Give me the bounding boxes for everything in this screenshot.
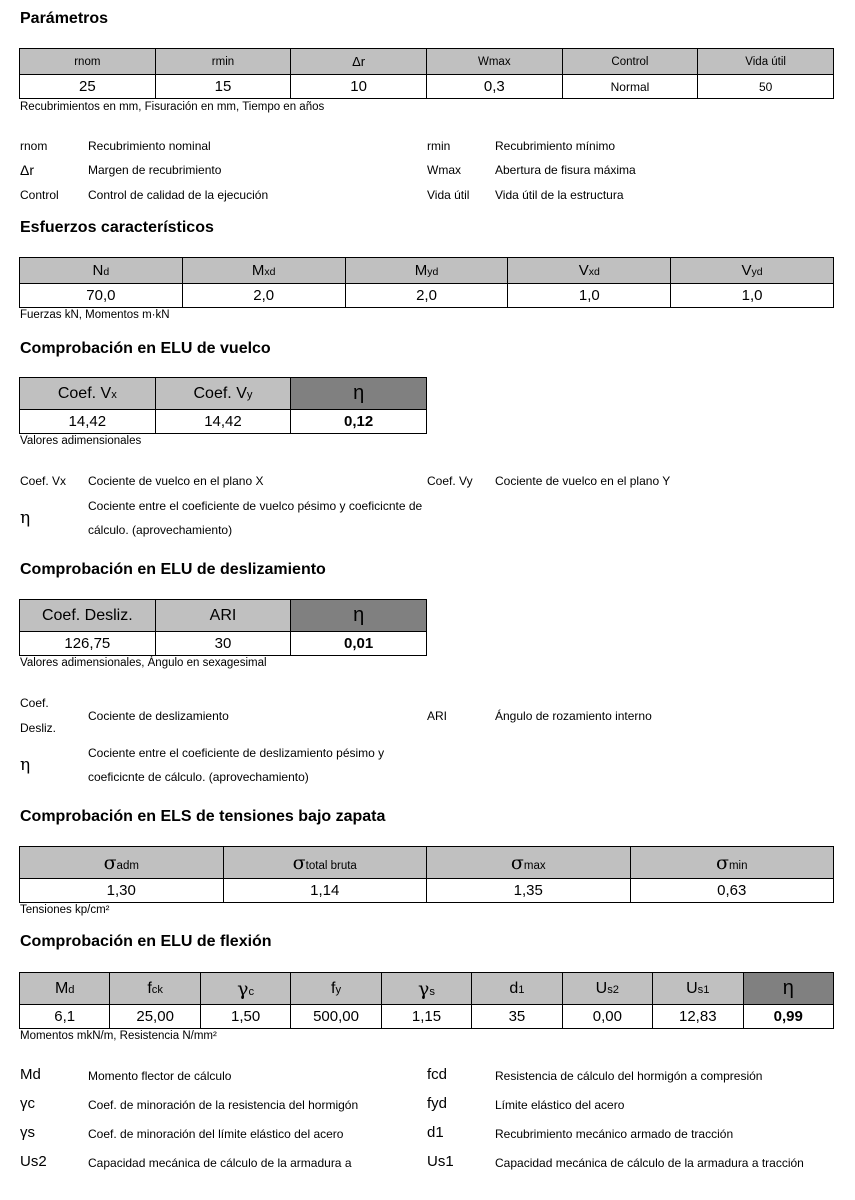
header-cell: fy <box>291 973 381 1005</box>
value-cell: 15 <box>155 75 291 99</box>
flexion-table <box>19 972 834 1029</box>
tensiones-table <box>19 846 834 903</box>
value-cell: 1,15 <box>381 1005 471 1029</box>
legend-key: Control <box>20 188 59 202</box>
parametros-table <box>19 48 834 99</box>
legend-key: fyd <box>427 1095 448 1112</box>
value-cell: 1,50 <box>200 1005 290 1029</box>
value-cell: 30 <box>155 632 291 656</box>
legend-key: Us1 <box>427 1153 454 1170</box>
units-note: Valores adimensionales <box>20 435 142 447</box>
legend-key: Md <box>20 1066 41 1083</box>
eta-value-cell: 0,99 <box>743 1005 834 1029</box>
value-cell: 2,0 <box>182 284 345 308</box>
value-cell: 6,1 <box>20 1005 110 1029</box>
value-cell: 1,35 <box>427 879 631 903</box>
legend-key: rnom <box>20 139 48 153</box>
value-cell: 12,83 <box>653 1005 743 1029</box>
legend-key: Coef. Desliz. <box>20 696 57 735</box>
eta-value-cell: 0,01 <box>291 632 427 656</box>
section-title-parametros: Parámetros <box>20 10 109 27</box>
value-cell: 50 <box>698 75 834 99</box>
section-title-vuelco: Comprobación en ELU de vuelco <box>20 340 271 357</box>
header-cell: Vyd <box>671 258 834 284</box>
header-cell: Coef. Vx <box>20 378 156 410</box>
legend-desc: Coef. de minoración del límite elástico del acero <box>88 1127 344 1141</box>
header-cell: σadm <box>20 847 224 879</box>
legend-desc: Cociente entre el coeficiente de vuelco pésimo y coeficicnte de cálculo. (aprovechamiento) <box>88 499 423 537</box>
value-cell: 25 <box>20 75 156 99</box>
legend-key: ARI <box>427 709 448 723</box>
legend-desc: Coef. de minoración de la resistencia del hormigón <box>88 1098 359 1112</box>
value-cell: 1,30 <box>20 879 224 903</box>
value-cell: 70,0 <box>20 284 183 308</box>
header-cell: Vxd <box>508 258 671 284</box>
value-cell: 0,3 <box>426 75 562 99</box>
value-cell: 1,14 <box>223 879 427 903</box>
legend-desc: Momento flector de cálculo <box>88 1069 232 1083</box>
header-cell: Myd <box>345 258 508 284</box>
section-title-flexion: Comprobación en ELU de flexión <box>20 933 272 950</box>
eta-header-cell: η <box>291 600 427 632</box>
legend-key: γs <box>20 1124 35 1141</box>
header-cell: γc <box>200 973 290 1005</box>
header-cell: Δr <box>291 49 427 75</box>
value-cell: Normal <box>562 75 698 99</box>
value-cell: 25,00 <box>110 1005 200 1029</box>
eta-value-cell: 0,12 <box>291 410 427 434</box>
vuelco-table <box>19 377 427 434</box>
header-cell: σtotal bruta <box>223 847 427 879</box>
legend-key: Wmax <box>427 163 461 177</box>
value-cell: 14,42 <box>20 410 156 434</box>
legend-desc: Recubrimiento mínimo <box>495 139 616 153</box>
legend-desc: Cociente de vuelco en el plano X <box>88 474 264 488</box>
header-cell: rmin <box>155 49 291 75</box>
header-cell: Md <box>20 973 110 1005</box>
value-cell: 2,0 <box>345 284 508 308</box>
value-cell: 500,00 <box>291 1005 381 1029</box>
value-cell: 0,00 <box>562 1005 652 1029</box>
value-cell: 1,0 <box>671 284 834 308</box>
units-note: Fuerzas kN, Momentos m·kN <box>20 309 170 321</box>
esfuerzos-table <box>19 257 834 308</box>
header-cell: Mxd <box>182 258 345 284</box>
header-cell: Us2 <box>562 973 652 1005</box>
value-cell: 1,0 <box>508 284 671 308</box>
legend-desc: Resistencia de cálculo del hormigón a compresión <box>495 1069 763 1083</box>
header-cell: fck <box>110 973 200 1005</box>
header-cell: Nd <box>20 258 183 284</box>
header-cell: σmin <box>630 847 834 879</box>
deslizamiento-table <box>19 599 427 656</box>
legend-key: d1 <box>427 1124 444 1141</box>
eta-header-cell: η <box>743 973 834 1005</box>
value-cell: 14,42 <box>155 410 291 434</box>
legend-desc: Vida útil de la estructura <box>495 188 624 202</box>
eta-header-cell: η <box>291 378 427 410</box>
value-cell: 0,63 <box>630 879 834 903</box>
legend-key: fcd <box>427 1066 448 1083</box>
section-title-deslizamiento: Comprobación en ELU de deslizamiento <box>20 561 326 578</box>
header-cell: ARI <box>155 600 291 632</box>
units-note: Tensiones kp/cm² <box>20 904 110 916</box>
legend-desc: Control de calidad de la ejecución <box>88 188 269 202</box>
units-note: Recubrimientos en mm, Fisuración en mm, Tiempo en años <box>20 101 325 113</box>
legend-desc: Cociente de deslizamiento <box>88 709 229 723</box>
header-cell: d1 <box>472 973 562 1005</box>
value-cell: 126,75 <box>20 632 156 656</box>
header-cell: Vida útil <box>698 49 834 75</box>
legend-desc: Recubrimiento mecánico armado de tracción <box>495 1127 734 1141</box>
legend-desc: Recubrimiento nominal <box>88 139 211 153</box>
legend-key-eta: η <box>20 755 31 775</box>
legend-desc: Capacidad mecánica de cálculo de la armadura a tracción <box>495 1156 804 1170</box>
header-cell: Wmax <box>426 49 562 75</box>
legend-key: Δr <box>20 162 35 178</box>
header-cell: σmax <box>427 847 631 879</box>
legend-desc: Cociente entre el coeficiente de deslizamiento pésimo y coeficicnte de cálculo. (aprovechamiento) <box>88 746 385 784</box>
header-cell: γs <box>381 973 471 1005</box>
legend-desc: Ángulo de rozamiento interno <box>495 709 652 723</box>
header-cell: rnom <box>20 49 156 75</box>
legend-key: Vida útil <box>427 188 470 202</box>
legend-desc: Margen de recubrimiento <box>88 163 222 177</box>
legend-key: Coef. Vy <box>427 474 473 488</box>
legend-key: Coef. Vx <box>20 474 67 488</box>
legend-desc: Límite elástico del acero <box>495 1098 625 1112</box>
legend-key-eta: η <box>20 508 31 528</box>
units-note: Valores adimensionales, Ángulo en sexagesimal <box>20 657 267 669</box>
section-title-tensiones: Comprobación en ELS de tensiones bajo zapata <box>20 808 386 825</box>
header-cell: Us1 <box>653 973 743 1005</box>
value-cell: 10 <box>291 75 427 99</box>
section-title-esfuerzos: Esfuerzos característicos <box>20 219 214 236</box>
legend-desc: Abertura de fisura máxima <box>495 163 636 177</box>
header-cell: Control <box>562 49 698 75</box>
legend-desc: Cociente de vuelco en el plano Y <box>495 474 671 488</box>
legend-key: γc <box>20 1095 35 1112</box>
units-note: Momentos mkN/m, Resistencia N/mm² <box>20 1030 217 1042</box>
header-cell: Coef. Desliz. <box>20 600 156 632</box>
legend-desc: Capacidad mecánica de cálculo de la armadura a <box>88 1156 352 1170</box>
legend-key: Us2 <box>20 1153 47 1170</box>
value-cell: 35 <box>472 1005 562 1029</box>
header-cell: Coef. Vy <box>155 378 291 410</box>
legend-key: rmin <box>427 139 451 153</box>
